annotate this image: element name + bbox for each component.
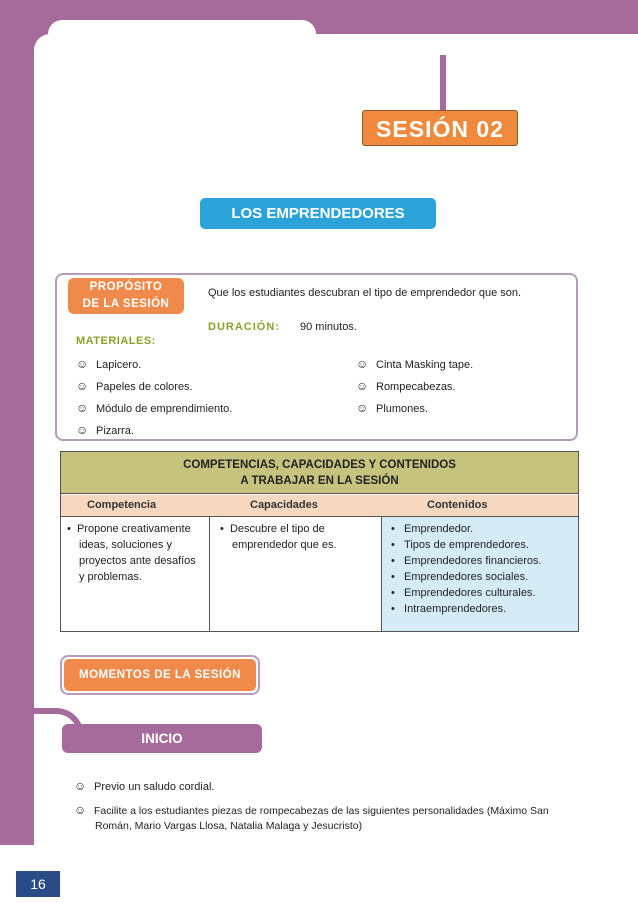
session-title: LOS EMPRENDEDORES xyxy=(200,198,436,229)
duration-value: 90 minutos. xyxy=(300,321,357,333)
material-item: ☺ Lapicero. xyxy=(76,357,142,371)
inicio-item-continuation: Román, Mario Vargas Llosa, Natalia Malaga y Jesucristo) xyxy=(95,820,363,832)
material-item: ☺ Pizarra. xyxy=(76,423,134,437)
smile-icon: ☺ xyxy=(356,357,369,371)
left-decorative-band xyxy=(0,40,34,845)
duration-label: DURACIÓN: xyxy=(208,321,280,333)
inicio-label: INICIO xyxy=(62,724,262,753)
smile-icon: ☺ xyxy=(356,401,369,415)
moments-label: MOMENTOS DE LA SESIÓN xyxy=(64,659,256,691)
smile-icon: ☺ xyxy=(76,423,89,437)
material-item: ☺ Cinta Masking tape. xyxy=(356,357,474,371)
table-title: COMPETENCIAS, CAPACIDADES Y CONTENIDOS A TRABAJAR EN LA SESIÓN xyxy=(61,452,578,494)
material-item: ☺ Módulo de emprendimiento. xyxy=(76,401,233,415)
header-competencia: Competencia xyxy=(87,499,157,511)
smile-icon: ☺ xyxy=(76,401,89,415)
materials-label: MATERIALES: xyxy=(76,335,156,347)
material-item: ☺ Plumones. xyxy=(356,401,428,415)
decorative-connector xyxy=(440,55,446,110)
purpose-label xyxy=(68,278,184,314)
header-capacidades: Capacidades xyxy=(250,499,318,511)
purpose-label-line1: PROPÓSITO xyxy=(89,281,163,293)
inicio-item: ☺ Facilite a los estudiantes piezas de rompecabezas de las siguientes personalidades (Máximo San xyxy=(74,803,549,817)
header-contenidos: Contenidos xyxy=(427,499,488,511)
smile-icon: ☺ xyxy=(76,357,89,371)
material-item: ☺ Rompecabezas. xyxy=(356,379,456,393)
page-number: 16 xyxy=(16,871,60,897)
smile-icon: ☺ xyxy=(74,803,87,817)
table-body-row xyxy=(61,517,578,631)
smile-icon: ☺ xyxy=(76,379,89,393)
purpose-label-line2: DE LA SESIÓN xyxy=(82,298,170,310)
smile-icon: ☺ xyxy=(356,379,369,393)
smile-icon: ☺ xyxy=(74,779,87,793)
competencia-cell: • Propone creativamente ideas, soluciones y proyectos ante desafíos y problemas. xyxy=(61,517,210,631)
table-header-row xyxy=(61,495,578,517)
capacidades-cell: • Descubre el tipo de emprendedor que es. xyxy=(210,517,382,631)
inicio-item: ☺ Previo un saludo cordial. xyxy=(74,779,215,793)
contenidos-cell: • Emprendedor. • Tipos de emprendedores. • Emprendedores financieros. • Emprendedores sociales. • Emprendedores culturales. • Intraemprendedores. xyxy=(382,517,578,631)
material-item: ☺ Papeles de colores. xyxy=(76,379,193,393)
page-footer-area xyxy=(0,845,638,903)
session-badge: SESIÓN 02 xyxy=(362,110,518,146)
purpose-text: Que los estudiantes descubran el tipo de emprendedor que son. xyxy=(208,287,522,299)
